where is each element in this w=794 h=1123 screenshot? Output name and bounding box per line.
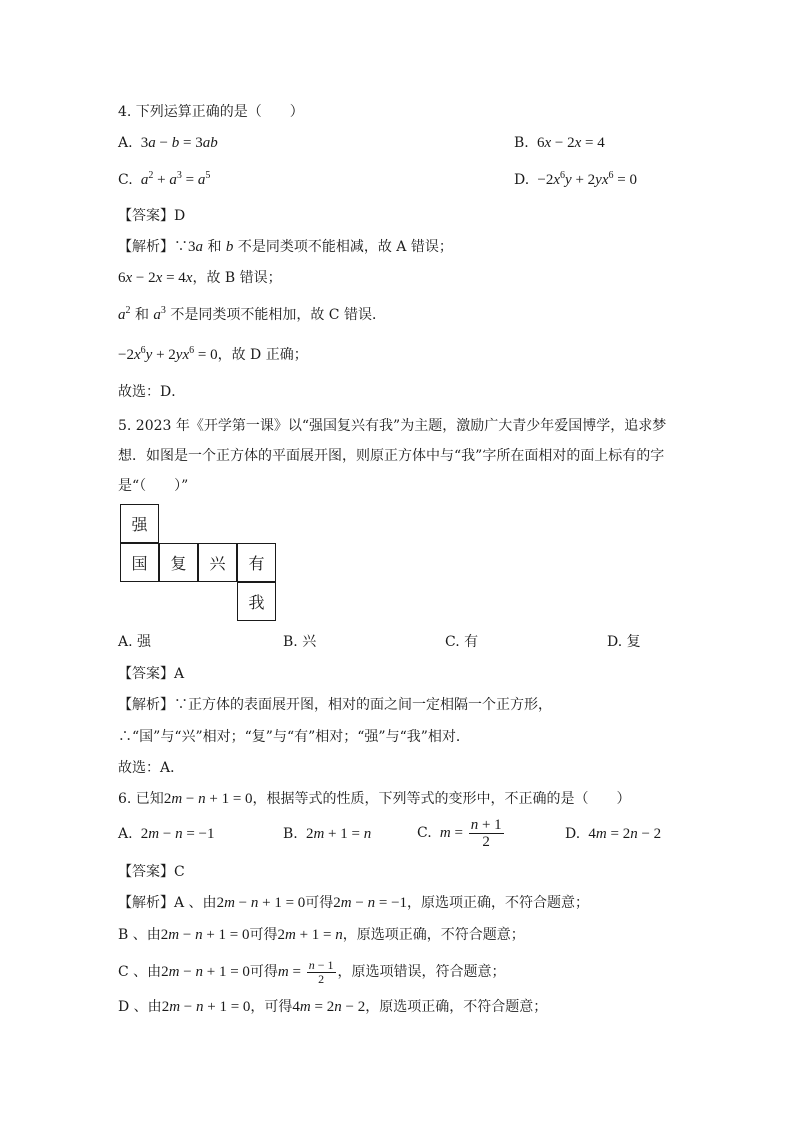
q5-analysis-line-1: 【解析】∵正方体的表面展开图，相对的面之间一定相隔一个正方形， bbox=[118, 697, 552, 713]
net-cell: 我 bbox=[237, 582, 276, 621]
q4-option-d: D. $-2x^6y + 2yx^6 = 0$ bbox=[514, 170, 637, 188]
q6-title: 6. 已知2m − n + 1 = 0，根据等式的性质，下列等式的变形中，不正确的是（ ） bbox=[118, 791, 631, 807]
net-cell: 兴 bbox=[198, 543, 237, 582]
q5-analysis-line-2: ∴“国”与“兴”相对；“复”与“有”相对；“强”与“我”相对． bbox=[118, 729, 470, 745]
net-cell: 有 bbox=[237, 543, 276, 582]
q4-analysis-line-4: $-2x^6y + 2yx^6 = 0$，故 D 正确； bbox=[118, 345, 308, 363]
q6-analysis-line-d: D 、由2m − n + 1 = 0，可得4m = 2n − 2，原选项正确，不符合题意； bbox=[118, 999, 548, 1015]
q5-conclusion: 故选：A． bbox=[118, 760, 185, 776]
q5-line-1: 5. 2023 年《开学第一课》以“强国复兴有我”为主题，激励广大青少年爱国博学，追求梦 bbox=[118, 418, 667, 434]
q4-option-b: B. 6x − 2x = 4 bbox=[514, 135, 605, 151]
q4-option-c: C. $a^2 + a^3 = a^5$ bbox=[118, 170, 211, 188]
q6-option-a: A. 2m − n = −1 bbox=[118, 826, 215, 842]
q5-option-c: C. 有 bbox=[445, 634, 479, 650]
q6-analysis-line-c: C 、由2m − n + 1 = 0可得m = $\frac{n - 1}{2}$ ，原选项错误，符合题意； bbox=[118, 958, 506, 986]
q5-answer: 【答案】A bbox=[118, 666, 185, 682]
q6-option-c: C. m = $\frac{n + 1}{2}$ bbox=[417, 817, 502, 850]
q4-option-a: A. 3a − b = 3ab bbox=[118, 135, 218, 151]
net-cell: 复 bbox=[159, 543, 198, 582]
q6-analysis-line-b: B 、由2m − n + 1 = 0可得2m + 1 = n，原选项正确，不符合题意； bbox=[118, 927, 525, 943]
q5-line-3: 是“（ ）” bbox=[118, 478, 189, 494]
q4-analysis-line-3: $a^2$ 和 $a^3$ 不是同类项不能相加，故 C 错误． bbox=[118, 305, 386, 323]
q4-conclusion: 故选：D． bbox=[118, 384, 186, 400]
q4-analysis-line-2: 6x − 2x = 4x，故 B 错误； bbox=[118, 270, 282, 286]
net-cell: 强 bbox=[120, 504, 159, 543]
q5-option-a: A. 强 bbox=[118, 634, 152, 650]
q6-answer: 【答案】C bbox=[118, 864, 185, 880]
q4-analysis-line-1: 【解析】∵3a 和 b 不是同类项不能相减，故 A 错误； bbox=[118, 239, 453, 255]
q6-analysis-line-a: 【解析】A 、由2m − n + 1 = 0可得2m − n = −1，原选项正确，不符合题意； bbox=[118, 895, 590, 911]
q6-option-b: B. 2m + 1 = n bbox=[283, 826, 372, 842]
q4-answer: 【答案】D bbox=[118, 208, 186, 224]
q5-line-2: 想．如图是一个正方体的平面展开图，则原正方体中与“我”字所在面相对的面上标有的字 bbox=[118, 448, 665, 464]
q4-title: 4. 下列运算正确的是（ ） bbox=[118, 104, 304, 120]
q5-option-b: B. 兴 bbox=[283, 634, 317, 650]
q5-option-d: D. 复 bbox=[607, 634, 641, 650]
q6-option-d: D. 4m = 2n − 2 bbox=[565, 826, 662, 842]
net-cell: 国 bbox=[120, 543, 159, 582]
